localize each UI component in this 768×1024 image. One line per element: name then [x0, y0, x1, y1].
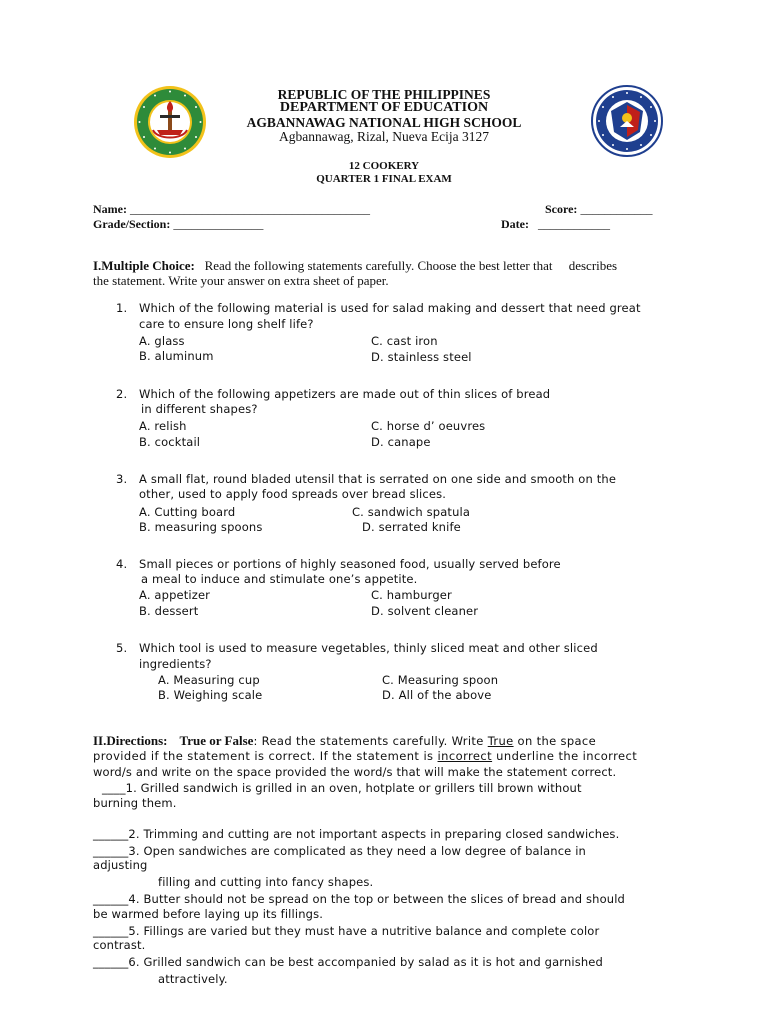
question-1-choice-a[interactable]: A. glass — [139, 334, 185, 348]
header-school-name: AGBANNAWAG NATIONAL HIGH SCHOOL — [246, 115, 522, 130]
score-label: Score: — [545, 202, 578, 216]
tf-item-1-line2: burning them. — [93, 796, 177, 810]
question-5-text-line2: ingredients? — [139, 657, 212, 671]
part2-directions-line1 — [93, 733, 596, 749]
tf-item-3-line1: ______3. Open sandwiches are complicated as they need a low degree of balance in — [93, 844, 587, 858]
question-5-number: 5. — [116, 641, 128, 655]
question-2-choice-c[interactable]: C. horse d’ oeuvres — [371, 419, 486, 433]
part1-instructions-text1: Read the following statements carefully. Choose the best letter that describes — [204, 258, 618, 273]
tf-item-3-line2: adjusting — [93, 858, 148, 872]
date-line: ____________ — [537, 217, 610, 231]
question-4-choice-c[interactable]: C. hamburger — [371, 588, 452, 602]
question-5-choice-a[interactable]: A. Measuring cup — [158, 673, 260, 687]
part2-directions-text2b: underline the incorrect — [492, 749, 638, 763]
question-2-choice-b[interactable]: B. cocktail — [139, 435, 201, 449]
incorrect-word: incorrect — [437, 749, 493, 763]
question-3-choice-b[interactable]: B. measuring spoons — [139, 520, 263, 534]
grade-section-line: _______________ — [173, 217, 264, 231]
date-field[interactable] — [501, 217, 610, 232]
question-1-text-line1: Which of the following material is used for salad making and dessert that need great — [139, 301, 641, 315]
tf-item-4-line1: ______4. Butter should not be spread on the top or between the slices of bread and should — [93, 892, 626, 906]
header-address: Agbannawag, Rizal, Nueva Ecija 3127 — [279, 129, 489, 144]
part1-instructions-line1 — [93, 258, 617, 274]
question-3-choice-c[interactable]: C. sandwich spatula — [352, 505, 471, 519]
name-field[interactable] — [93, 202, 370, 217]
question-4-choice-d[interactable]: D. solvent cleaner — [371, 604, 479, 618]
question-3-choice-a[interactable]: A. Cutting board — [139, 505, 236, 519]
true-or-false-label: True or False — [179, 733, 254, 748]
header-department: DEPARTMENT OF EDUCATION — [279, 100, 489, 115]
question-4-text-line1: Small pieces or portions of highly seasoned food, usually served before — [139, 557, 561, 571]
question-4-choice-b[interactable]: B. dessert — [139, 604, 199, 618]
question-1-choice-b[interactable]: B. aluminum — [139, 349, 214, 363]
tf-item-3-line3: filling and cutting into fancy shapes. — [158, 875, 374, 889]
grade-section-label: Grade/Section: — [93, 217, 171, 231]
score-field[interactable] — [545, 202, 652, 217]
question-1-text-line2: care to ensure long shelf life? — [139, 317, 314, 331]
grade-section-field[interactable] — [93, 217, 263, 232]
question-2-text-line1: Which of the following appetizers are made out of thin slices of bread — [139, 387, 551, 401]
name-label: Name: — [93, 202, 127, 216]
part2-directions-text1b: on the space — [513, 734, 596, 748]
tf-item-6-line2: attractively. — [158, 972, 228, 986]
true-word: True — [487, 734, 514, 748]
question-5-choice-b[interactable]: B. Weighing scale — [158, 688, 263, 702]
question-5-choice-c[interactable]: C. Measuring spoon — [382, 673, 499, 687]
question-1-choice-c[interactable]: C. cast iron — [371, 334, 438, 348]
part1-heading: I.Multiple Choice: — [93, 258, 195, 273]
tf-item-2: ______2. Trimming and cutting are not important aspects in preparing closed sandwiches. — [93, 827, 620, 841]
question-4-choice-a[interactable]: A. appetizer — [139, 588, 211, 602]
exam-subject: 12 COOKERY — [348, 160, 420, 172]
question-3-text-line2: other, used to apply food spreads over bread slices. — [139, 487, 447, 501]
header-republic: REPUBLIC OF THE PHILIPPINES — [277, 87, 491, 102]
question-5-choice-d[interactable]: D. All of the above — [382, 688, 492, 702]
part2-heading: II.Directions: — [93, 733, 168, 748]
date-label: Date: — [501, 217, 529, 231]
part1-instructions-line2: the statement. Write your answer on extra sheet of paper. — [93, 273, 389, 288]
question-2-text-line2: in different shapes? — [141, 402, 258, 416]
part2-directions-line2 — [93, 749, 637, 763]
question-1-number: 1. — [116, 301, 128, 315]
part2-directions-line3: word/s and write on the space provided the word/s that will make the statement correct. — [93, 765, 617, 779]
question-4-number: 4. — [116, 557, 128, 571]
question-1-choice-d[interactable]: D. stainless steel — [371, 350, 472, 364]
tf-item-1-line1: ____1. Grilled sandwich is grilled in an oven, hotplate or grillers till brown without — [102, 781, 582, 795]
question-2-number: 2. — [116, 387, 128, 401]
part2-directions-text2: provided if the statement is correct. If the statement is — [93, 749, 438, 763]
tf-item-5-line2: contrast. — [93, 938, 146, 952]
question-4-text-line2: a meal to induce and stimulate one’s appetite. — [141, 572, 418, 586]
score-line: ____________ — [580, 202, 653, 216]
question-2-choice-a[interactable]: A. relish — [139, 419, 187, 433]
tf-item-4-line2: be warmed before laying up its fillings. — [93, 907, 324, 921]
question-3-number: 3. — [116, 472, 128, 486]
part2-directions-text1: : Read the statements carefully. Write — [253, 734, 488, 748]
question-3-choice-d[interactable]: D. serrated knife — [362, 520, 461, 534]
question-2-choice-d[interactable]: D. canape — [371, 435, 431, 449]
tf-item-6-line1: ______6. Grilled sandwich can be best accompanied by salad as it is hot and garnished — [93, 955, 603, 969]
question-5-text-line1: Which tool is used to measure vegetables, thinly sliced meat and other sliced — [139, 641, 598, 655]
tf-item-5-line1: ______5. Fillings are varied but they must have a nutritive balance and complete color — [93, 924, 600, 938]
exam-title: QUARTER 1 FINAL EXAM — [316, 173, 452, 185]
question-3-text-line1: A small flat, round bladed utensil that is serrated on one side and smooth on the — [139, 472, 617, 486]
name-line: ________________________________________ — [129, 202, 370, 216]
